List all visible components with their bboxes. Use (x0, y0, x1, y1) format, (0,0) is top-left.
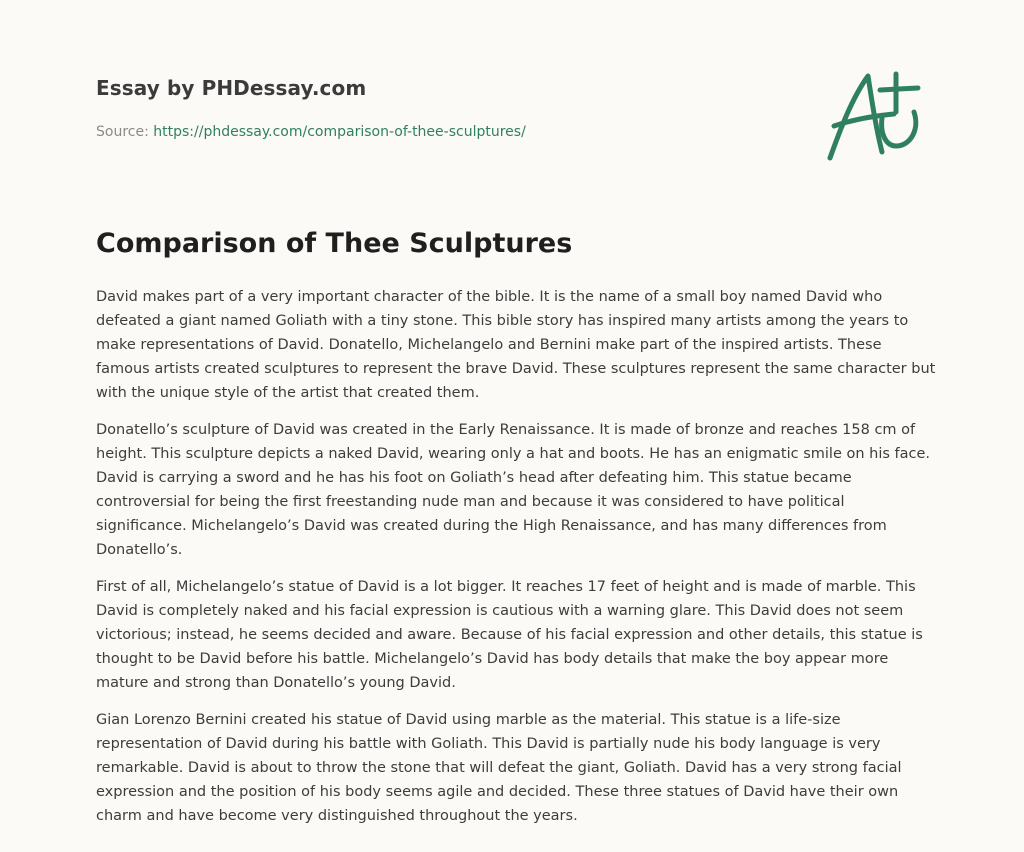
essay-body (96, 285, 936, 841)
source-link[interactable]: https://phdessay.com/comparison-of-thee-sculptures/ (153, 124, 526, 140)
essay-paragraph: First of all, Michelangelo’s statue of David is a lot bigger. It reaches 17 feet of height and is made of marble. This David is completely naked and his facial expression is cautious with a warning glare. This David does not seem victorious; instead, he seems decided and aware. Because of his facial expression and other details, this statue is thought to be David before his battle. Michelangelo’s David has body details that make the boy appear more mature and strong than Donatello’s young David. (96, 579, 923, 691)
source-label: Source: (96, 124, 149, 140)
source-line (96, 124, 526, 140)
essay-paragraph: Donatello’s sculpture of David was created in the Early Renaissance. It is made of bronze and reaches 158 cm of height. This sculpture depicts a naked David, wearing only a hat and boots. He has an enigmatic smile on his face. David is carrying a sword and he has his foot on Goliath’s head after defeating him. This statue became controversial for being the first freestanding nude man and because it was considered to have political significance. Michelangelo’s David was created during the High Renaissance, and has many differences from Donatello’s. (96, 422, 931, 558)
essay-paragraph: Gian Lorenzo Bernini created his statue of David using marble as the material. This statue is a life-size representation of David during his battle with Goliath. This David is partially nude his body language is very remarkable. David is about to throw the stone that will defeat the giant, Goliath. David has a very strong facial expression and the position of his body seems agile and decided. These three statues of David have their own charm and have become very distinguished throughout the years. (96, 712, 902, 824)
essay-paragraph: David makes part of a very important character of the bible. It is the name of a small boy named David who defeated a giant named Goliath with a tiny stone. This bible story has inspired many artists among the years to make representations of David. Donatello, Michelangelo and Bernini make part of the inspired artists. These famous artists created sculptures to represent the brave David. These sculptures represent the same character but with the unique style of the artist that created them. (96, 289, 936, 401)
essay-title: Comparison of Thee Sculptures (96, 228, 573, 259)
a-plus-logo-icon (822, 68, 928, 164)
site-title: Essay by PHDessay.com (96, 76, 367, 100)
